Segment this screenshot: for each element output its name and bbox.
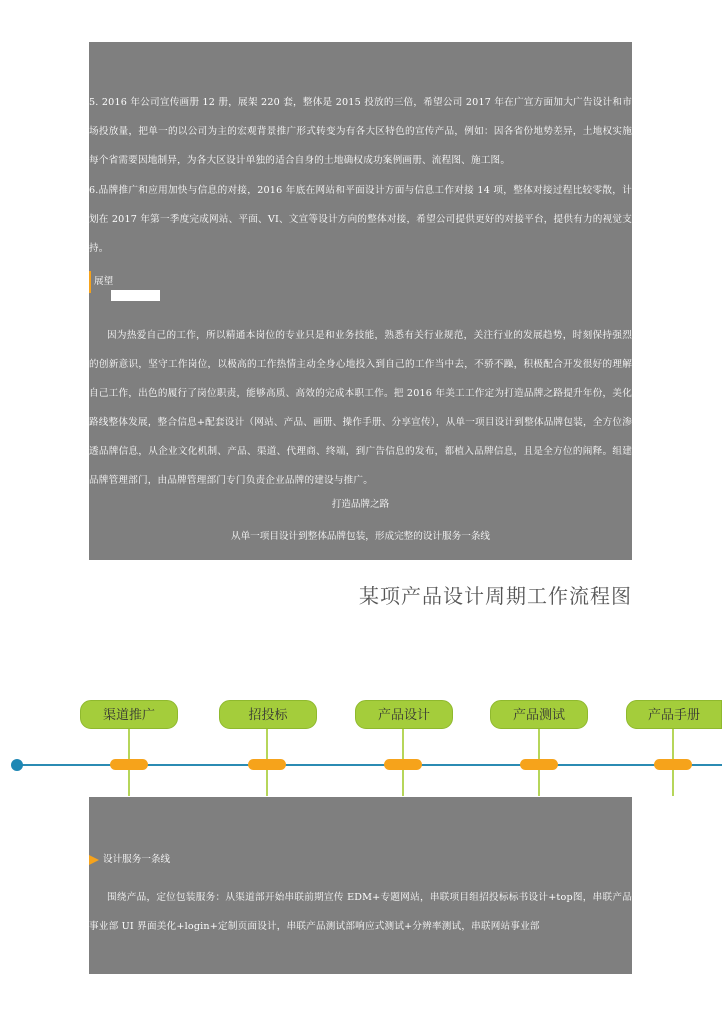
brand-road-description: 从单一项目设计到整体品牌包装，形成完整的设计服务一条线 bbox=[230, 531, 491, 542]
flow-chart-title: 某项产品设计周期工作流程图 bbox=[359, 584, 632, 608]
paragraph-item-6: 6.品牌推广和应用加快与信息的对接，2016 年底在网站和平面设计方面与信息工作对接 14 项，整体对接过程比较零散，计划在 2017 年第一季度完成网站、平面、VI、文宣等设计方向的整体对接，希望公司提供更好的对接平台，提供有力的视觉支持。 bbox=[89, 185, 632, 254]
report-panel-bottom bbox=[89, 797, 632, 974]
service-line-paragraph: 围绕产品，定位包装服务：从渠道部开始串联前期宣传 EDM+专题网站，串联项目组招投标标书设计+top图，串联产品事业部 UI 界面美化+login+定制页面设计，串联产品测试部响应式测试+分辨率测试，串联网站事业部 bbox=[89, 892, 632, 932]
paragraph-item-5: 5. 2016 年公司宣传画册 12 册，展架 220 套，整体是 2015 投放的三倍，希望公司 2017 年在广宣方面加大广告设计和市场投放量，把单一的以公司为主的宏观背景推广形式转变为有各大区特色的宣传产品，例如：因各省份地势差异，土地权实施每个省需要因地制异，为各大区设计单独的适合自身的土地确权成功案例画册、流程图、施工图。 bbox=[89, 97, 632, 166]
stage-pill-channel-promotion: 渠道推广 bbox=[80, 700, 178, 729]
stage-pill-bidding: 招投标 bbox=[219, 700, 317, 729]
brand-road-caption: 打造品牌之路 bbox=[331, 499, 390, 510]
outlook-heading: 展望 bbox=[89, 271, 113, 293]
service-line-heading bbox=[89, 853, 170, 867]
stage-marker bbox=[520, 759, 558, 770]
stage-marker bbox=[248, 759, 286, 770]
timeline-start-dot bbox=[11, 759, 23, 771]
stage-pill-product-manual: 产品手册 bbox=[626, 700, 722, 729]
stage-pill-product-design: 产品设计 bbox=[355, 700, 453, 729]
service-line-heading-text: 设计服务一条线 bbox=[103, 854, 171, 865]
stage-marker bbox=[110, 759, 148, 770]
report-panel-top bbox=[89, 42, 632, 560]
triangle-arrow-icon bbox=[89, 855, 99, 865]
stage-marker bbox=[654, 759, 692, 770]
stage-marker bbox=[384, 759, 422, 770]
heading-underline-bar bbox=[111, 290, 160, 301]
outlook-paragraph: 因为热爱自己的工作，所以精通本岗位的专业只是和业务技能，熟悉有关行业规范，关注行业的发展趋势，时刻保持强烈的创新意识，坚守工作岗位，以极高的工作热情主动全身心地投入到自己的工作当中去，不骄不躁，积极配合开发很好的理解自己工作，出色的履行了岗位职责，能够高质、高效的完成本职工作。把 2016 年美工工作定为打造品牌之路提升年份，美化路线整体发展，整合信息+配套设计（网站、产品、画册、操作手册、分享宣传），从单一项目设计到整体品牌包装，全方位渗透品牌信息，从企业文化机制、产品、渠道、代理商、终端，到广告信息的发布，都植入品牌信息，且是全方位的闹释。组建品牌管理部门，由品牌管理部门专门负责企业品牌的建设与推广。 bbox=[89, 330, 632, 486]
stage-pill-product-testing: 产品测试 bbox=[490, 700, 588, 729]
